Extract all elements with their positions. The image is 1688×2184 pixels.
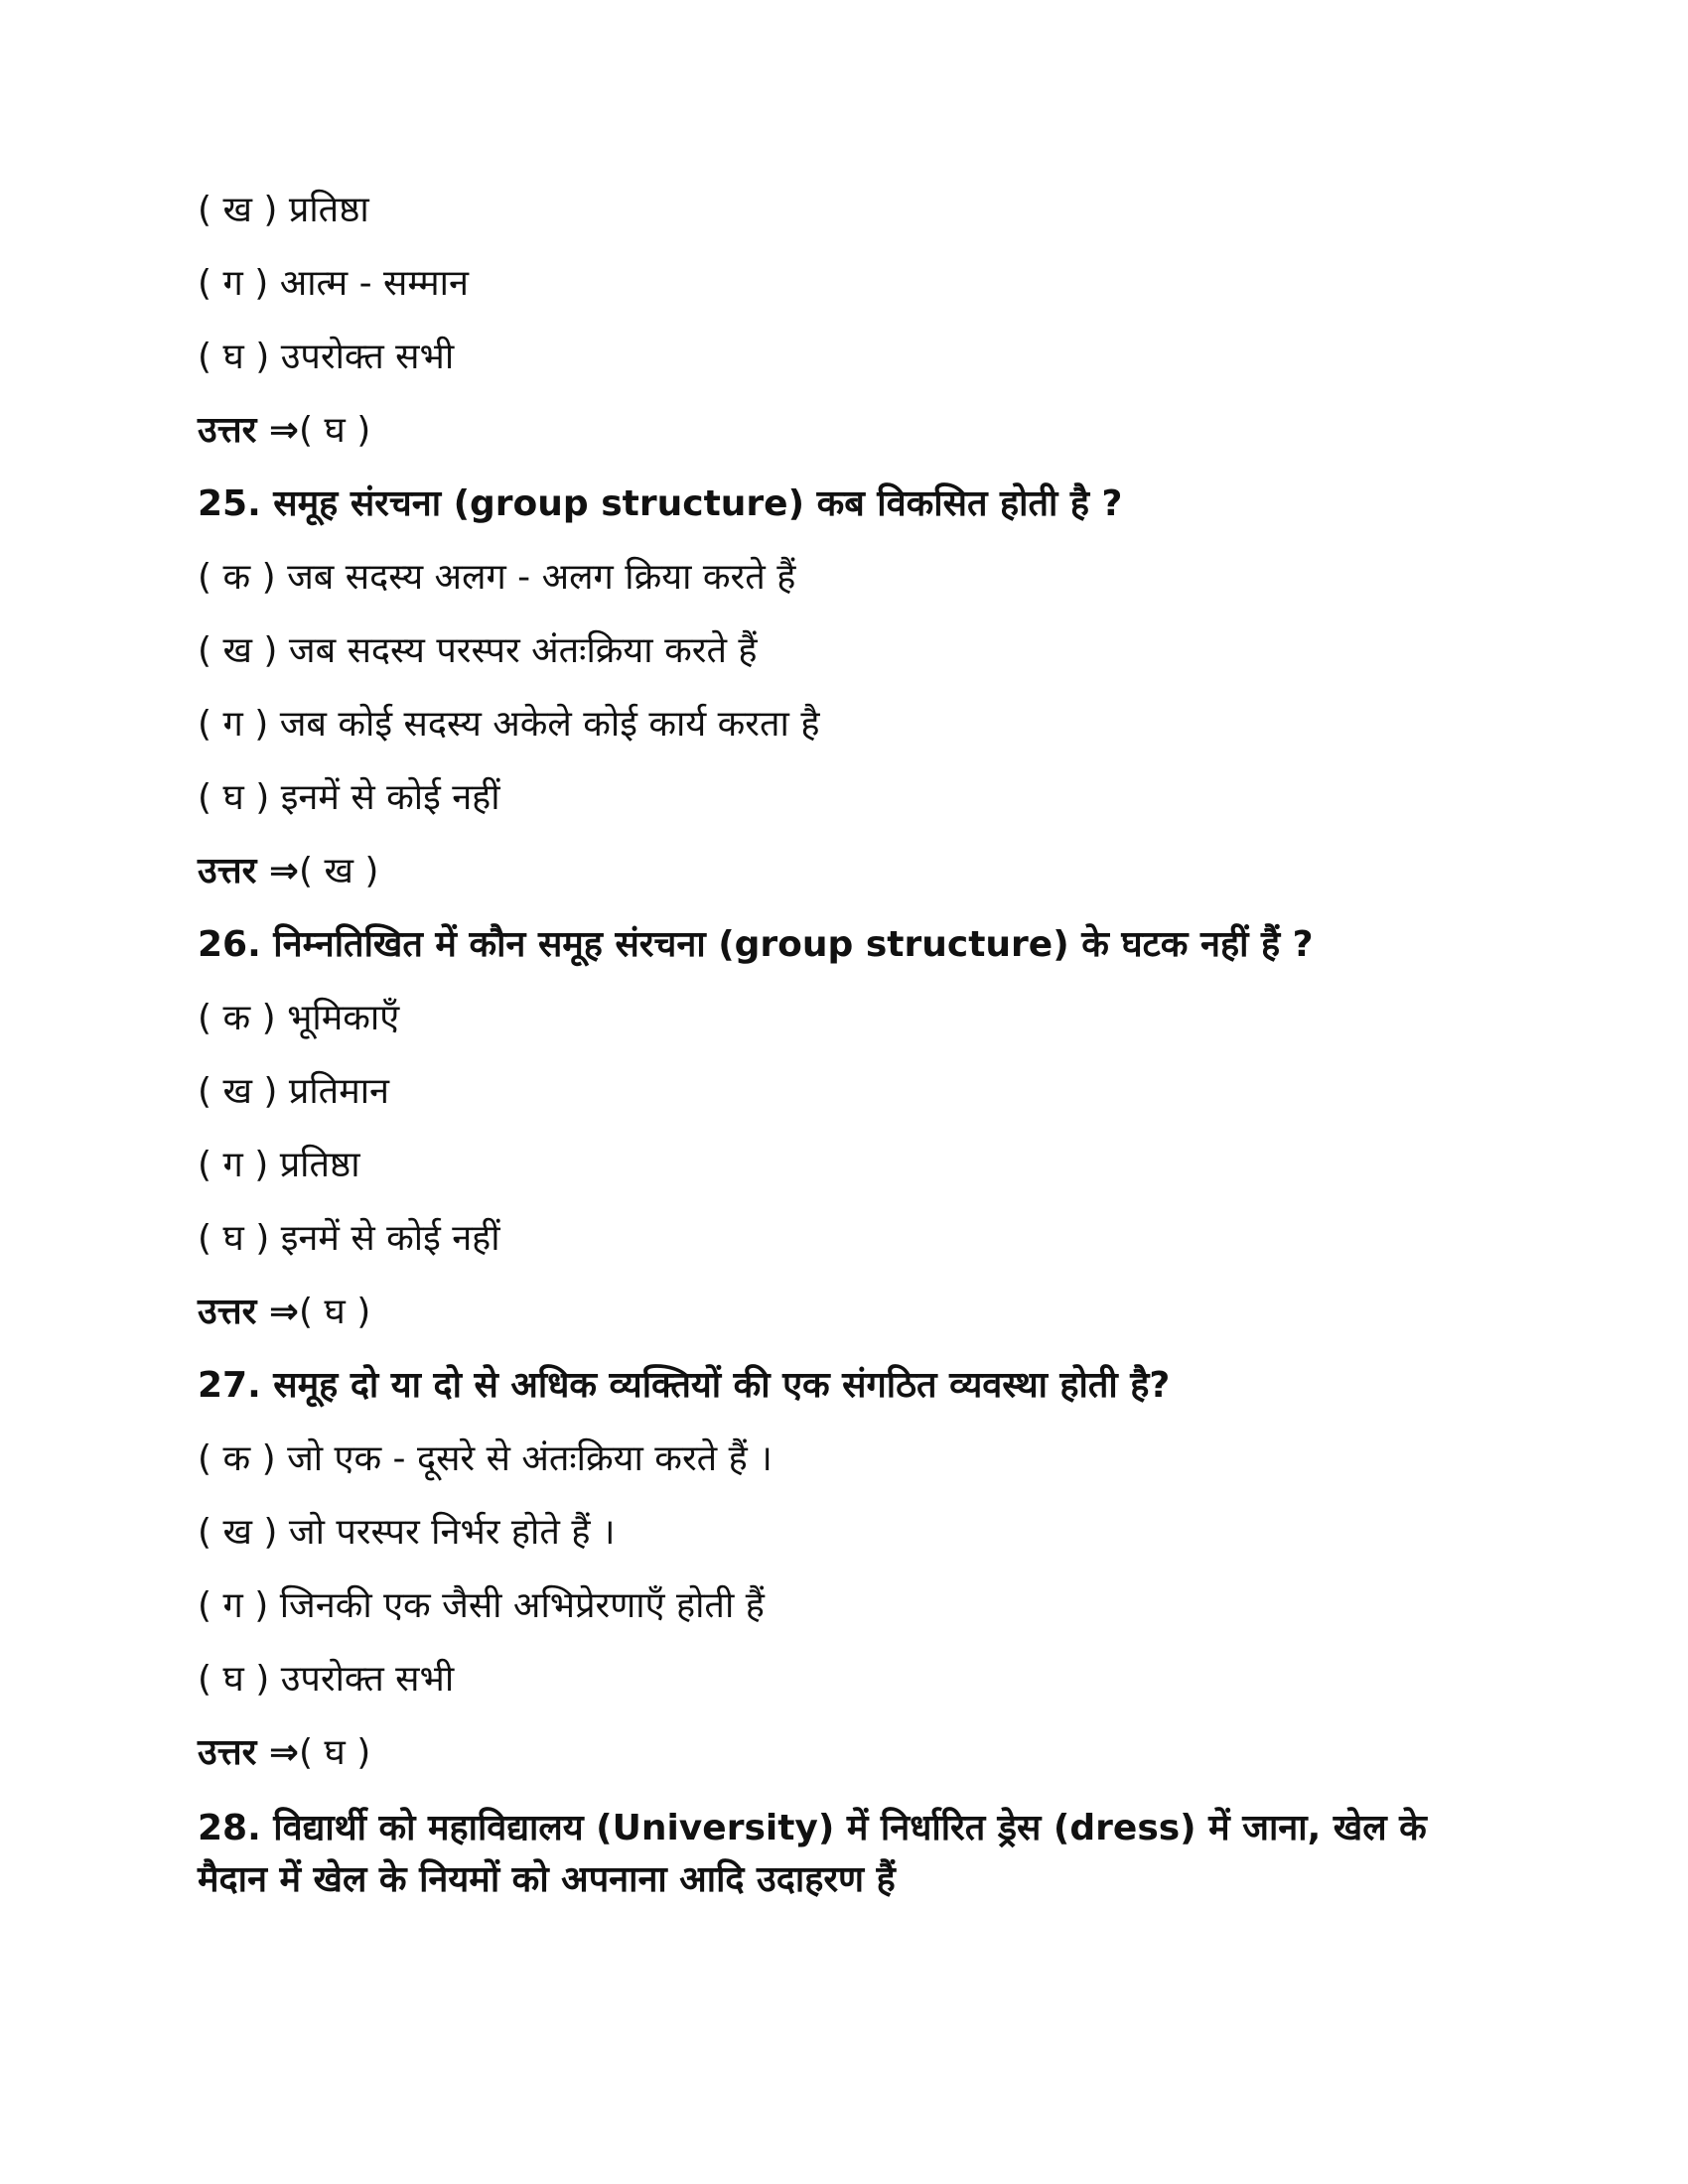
q26-answer — [198, 1289, 1508, 1336]
answer-label: उत्तर ⇒ — [198, 410, 300, 451]
q24-option-ga: ( ग ) आत्म - सम्मान — [198, 263, 469, 304]
q28-question: 28. विद्यार्थी को महाविद्यालय (University) में निर्धारित ड्रेस (dress) में जाना, खेल के मैदान में खेल के नियमों को अपनाना आदि उदाहरण हैं — [198, 1808, 1427, 1900]
document-page — [198, 187, 1508, 1932]
answer-label: उत्तर ⇒ — [198, 1732, 300, 1773]
q25-option-gha: ( घ ) इनमें से कोई नहीं — [198, 777, 500, 818]
q24-option-kha: ( ख ) प्रतिष्ठा — [198, 190, 369, 230]
q26-option-kha: ( ख ) प्रतिमान — [198, 1071, 390, 1112]
q26-option-ka: ( क ) भूमिकाएँ — [198, 998, 400, 1038]
q25-answer — [198, 848, 1508, 895]
answer-value: ( ख ) — [299, 851, 379, 891]
q27-option-ka: ( क ) जो एक - दूसरे से अंतःक्रिया करते हैं । — [198, 1438, 773, 1479]
q26-question: 26. निम्नतिखित में कौन समूह संरचना (group structure) के घटक नहीं हैं ? — [198, 924, 1314, 965]
q27-answer — [198, 1729, 1508, 1777]
q25-option-ka: ( क ) जब सदस्य अलग - अलग क्रिया करते हैं — [198, 557, 796, 598]
answer-value: ( घ ) — [299, 1292, 371, 1332]
q27-question: 27. समूह दो या दो से अधिक व्यक्तियों की एक संगठित व्यवस्था होती है? — [198, 1365, 1171, 1406]
q27-option-ga: ( ग ) जिनकी एक जैसी अभिप्रेरणाएँ होती हैं — [198, 1585, 765, 1626]
q24-answer — [198, 407, 1508, 455]
q25-option-kha: ( ख ) जब सदस्य परस्पर अंतःक्रिया करते हैं — [198, 630, 758, 671]
q26-option-ga: ( ग ) प्रतिष्ठा — [198, 1145, 360, 1185]
answer-label: उत्तर ⇒ — [198, 1292, 300, 1332]
q25-option-ga: ( ग ) जब कोई सदस्य अकेले कोई कार्य करता है — [198, 704, 820, 745]
q25-question: 25. समूह संरचना (group structure) कब विकसित होती है ? — [198, 483, 1123, 524]
answer-value: ( घ ) — [299, 1732, 371, 1773]
q24-option-gha: ( घ ) उपरोक्त सभी — [198, 337, 455, 377]
q27-option-kha: ( ख ) जो परस्पर निर्भर होते हैं । — [198, 1512, 616, 1553]
q26-option-gha: ( घ ) इनमें से कोई नहीं — [198, 1218, 500, 1259]
answer-value: ( घ ) — [299, 410, 371, 451]
q27-option-gha: ( घ ) उपरोक्त सभी — [198, 1659, 455, 1700]
answer-label: उत्तर ⇒ — [198, 851, 300, 891]
